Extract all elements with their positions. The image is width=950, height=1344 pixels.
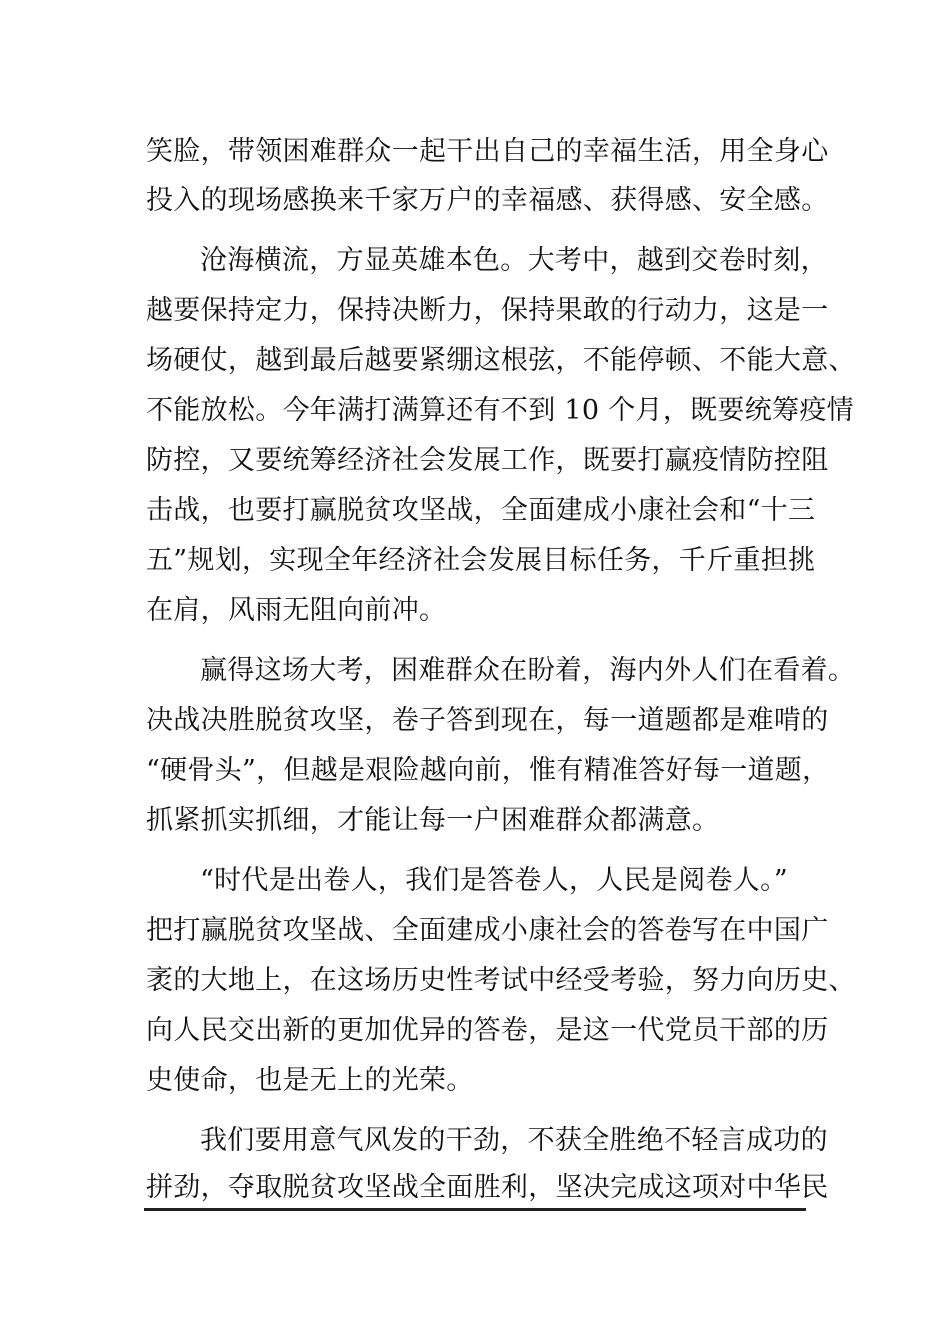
paragraph-first-line: 我们要用意气风发的干劲，不获全胜绝不轻言成功的 (200, 1125, 828, 1156)
paragraph-first-line: 赢得这场大考，困难群众在盼着，海内外人们在看着。 (200, 655, 856, 686)
text-line: 袤的大地上，在这场历史性考试中经受考验，努力向历史、 (146, 965, 856, 996)
paragraph-first-line: “时代是出卷人，我们是答卷人，人民是阅卷人。” (200, 865, 789, 896)
text-line: 决战决胜脱贫攻坚，卷子答到现在，每一道题都是难啃的 (146, 705, 829, 736)
text-line: 不能放松。今年满打满算还有不到 10 个月，既要统筹疫情 (146, 395, 854, 426)
text-line: 笑脸，带领困难群众一起干出自己的幸福生活，用全身心 (146, 136, 829, 167)
text-line: 越要保持定力，保持决断力，保持果敢的行动力，这是一 (146, 295, 829, 326)
text-line: 投入的现场感换来千家万户的幸福感、获得感、安全感。 (146, 185, 829, 216)
text-line: 把打赢脱贫攻坚战、全面建成小康社会的答卷写在中国广 (146, 915, 829, 946)
footer-divider (144, 1208, 806, 1211)
text-line: 向人民交出新的更加优异的答卷，是这一代党员干部的历 (146, 1015, 829, 1046)
text-line: 史使命，也是无上的光荣。 (146, 1065, 474, 1096)
text-line: 击战，也要打赢脱贫攻坚战，全面建成小康社会和“十三 (146, 495, 816, 526)
text-line: “硬骨头”，但越是艰险越向前，惟有精准答好每一道题， (146, 755, 830, 786)
text-line: 场硬仗，越到最后越要紧绷这根弦，不能停顿、不能大意、 (146, 345, 856, 376)
paragraph-first-line: 沧海横流，方显英雄本色。大考中，越到交卷时刻， (200, 245, 828, 276)
text-line: 防控，又要统筹经济社会发展工作，既要打赢疫情防控阻 (146, 445, 829, 476)
text-line: 五”规划，实现全年经济社会发展目标任务，千斤重担挑 (146, 545, 816, 576)
text-line: 拼劲，夺取脱贫攻坚战全面胜利，坚决完成这项对中华民 (146, 1172, 829, 1203)
text-line: 在肩，风雨无阻向前冲。 (146, 595, 447, 626)
text-line: 抓紧抓实抓细，才能让每一户困难群众都满意。 (146, 805, 720, 836)
